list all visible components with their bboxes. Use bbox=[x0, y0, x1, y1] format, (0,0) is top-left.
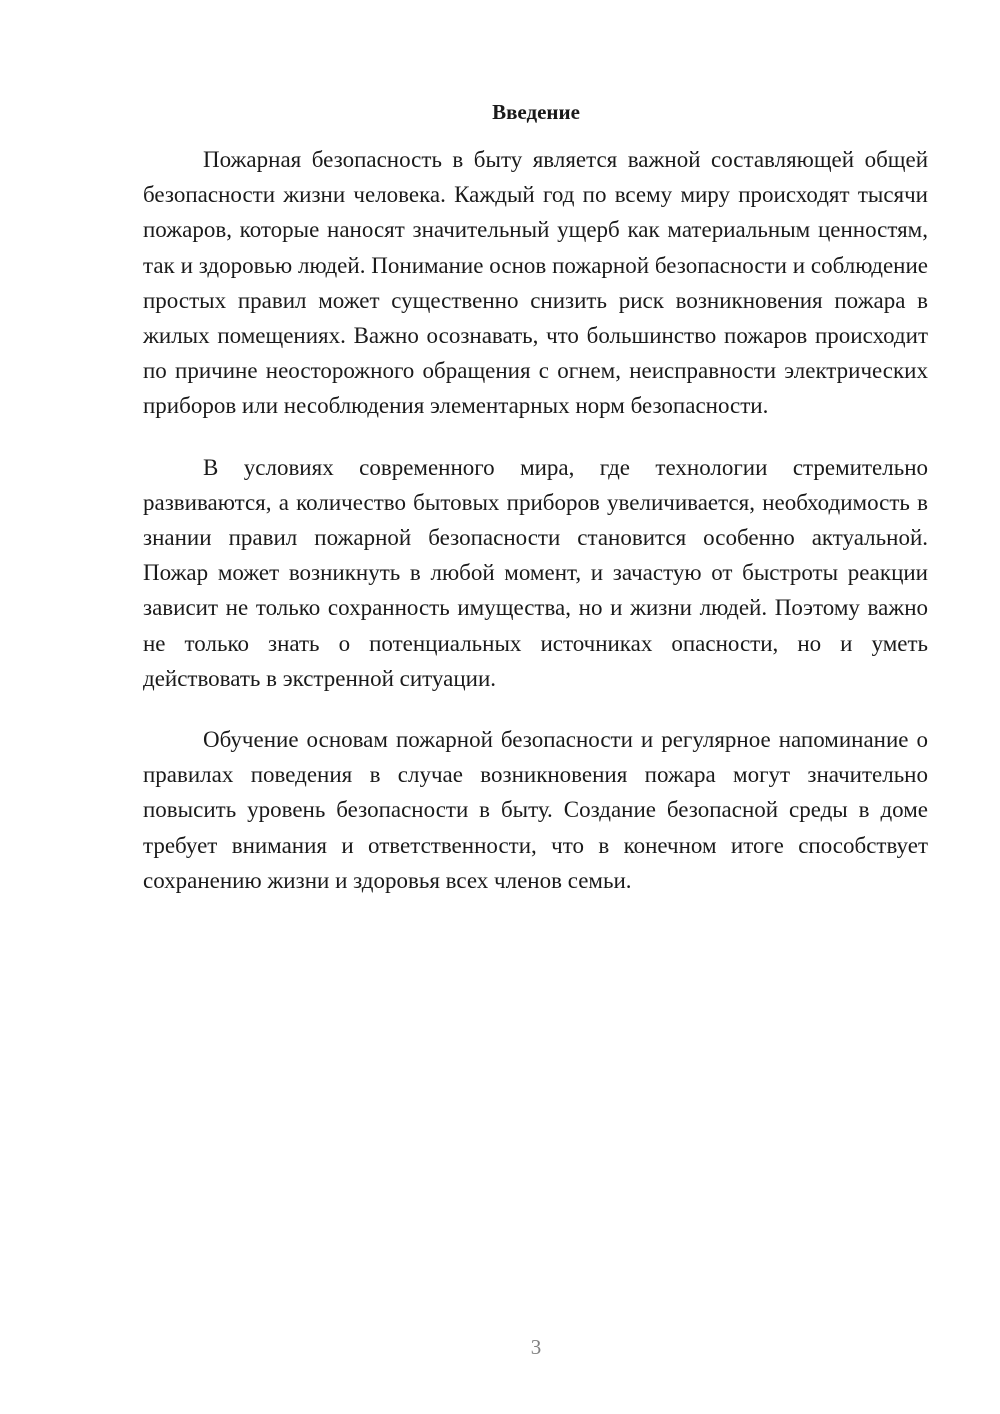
paragraph-2: В условиях современного мира, где технологии стремительно развиваются, а количество бытовых приборов увеличивается, необходимость в знании правил пожарной безопасности становится особенно актуальной. Пожар может возникнуть в любой момент, и зачастую от быстроты реакции зависит не только сохранность имущества, но и жизни людей. Поэтому важно не только знать о потенциальных источниках опасности, но и уметь действовать в экстренной ситуации. bbox=[143, 454, 928, 691]
page-number: 3 bbox=[530, 1335, 542, 1359]
section-title: Введение bbox=[492, 100, 580, 124]
body-text bbox=[143, 142, 928, 924]
paragraph-3: Обучение основам пожарной безопасности и регулярное напоминание о правилах поведения в случае возникновения пожара могут значительно повысить уровень безопасности в быту. Создание безопасной среды в доме требует внимания и ответственности, что в конечном итоге способствует сохранению жизни и здоровья всех членов семьи. bbox=[143, 727, 928, 893]
paragraph-1: Пожарная безопасность в быту является важной составляющей общей безопасности жизни человека. Каждый год по всему миру происходят тысячи пожаров, которые наносят значительный ущерб как материальным ценностям, так и здоровью людей. Понимание основ пожарной безопасности и соблюдение простых правил может существенно снизить риск возникновения пожара в жилых помещениях. Важно осознавать, что большинство пожаров происходит по причине неосторожного обращения с огнем, неисправности электрических приборов или несоблюдения элементарных норм безопасности. bbox=[143, 147, 928, 419]
